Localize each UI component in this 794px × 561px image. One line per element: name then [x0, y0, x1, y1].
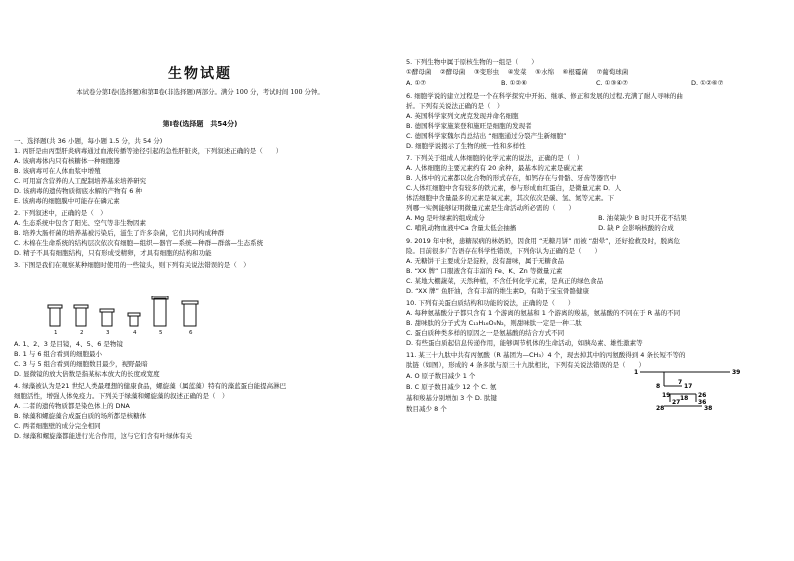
- q8-answer: B. 油菜缺少 B 时只开花不结果: [598, 214, 687, 222]
- right-line: 险。目前很多广告语存在科学性错误，下列你认为正确的是（ ）: [406, 247, 601, 255]
- left-line: 4. 绿藻被认为是21 世纪人类最理想的健康食品，螺旋藻（属蓝藻）特有的藻蓝蛋白能提高淋巴: [14, 382, 287, 390]
- left-line: A. 该病毒体内只有核糖体一种细胞器: [14, 157, 120, 165]
- left-line: C. 木棉在生命系统的结构层次依次有细胞—组织—器官—系统—种群—群落—生态系统: [14, 239, 264, 247]
- tube-label: 5: [159, 330, 163, 336]
- right-line: B. C 原子数目减少 12 个 C. 氨: [406, 383, 497, 391]
- q5-option: ⑥根霉菌: [562, 68, 588, 76]
- diagram-label: 8: [656, 383, 661, 390]
- tube-label: 2: [80, 330, 84, 336]
- lens-tubes-figure: [44, 296, 244, 336]
- left-line: A. 1、2、3 是目镜，4、5、6 是物镜: [14, 340, 123, 348]
- right-line: 折。下列有关说法正确的是（ ）: [406, 102, 504, 110]
- right-line: A. 每种氨基酸分子都只含有 1 个游离的氨基和 1 个游离的羧基，氨基酸的不同在于 R 基的不同: [406, 309, 681, 317]
- right-line: C. 德国科学家魏尔肖总结出 “细胞通过分裂产生新细胞”: [406, 132, 567, 140]
- q5-answer: B. ①②⑥: [501, 79, 528, 87]
- right-line: A. 英国科学家列文虎克发现并命名细胞: [406, 112, 519, 120]
- diagram-label: 27: [672, 399, 681, 406]
- left-line: 2. 下列叙述中，正确的是（ ）: [14, 209, 107, 217]
- q8-answer: D. 缺 P 会影响核酸的合成: [598, 224, 674, 232]
- right-line: C. 蛋白质种类多样的原因之一是氨基酸的结合方式不同: [406, 329, 565, 337]
- left-line: A. 生态系统中包含了阳光、空气等非生物因素: [14, 219, 146, 227]
- right-line: 11. 某三十九肽中共有丙氨酸（R 基团为—CH₃）4 个，现去掉其中的丙氨酸得到 4 条长短不等的: [406, 351, 686, 359]
- left-line: A. 二者的遗传物质都是染色体上的 DNA: [14, 402, 130, 410]
- q5-option: ⑤水绵: [535, 68, 554, 76]
- diagram-label: 26: [698, 392, 707, 399]
- right-line: 肽链（如图），形成的 4 条多肽与原三十九肽相比，下列有关说法错误的是（ ）: [406, 361, 646, 369]
- right-line: B. 人体中的元素都以化合物的形式存在，如钙存在与骨骼、牙齿等器官中: [406, 174, 617, 182]
- left-line: B. 1 与 6 组合看到的细胞最小: [14, 350, 103, 358]
- tube-label: 3: [106, 330, 110, 336]
- right-line: 6. 细胞学说的建立过程是一个在科学探究中开拓、继承、修正和发展的过程,充满了耐人寻味的曲: [406, 92, 683, 100]
- q5-option: ④发菜: [507, 68, 527, 76]
- left-line: 3. 下图是我们在观察某种细胞时使用的一些镜头，则下列有关说法错误的是（ ）: [14, 261, 250, 269]
- diagram-label: 17: [684, 383, 693, 390]
- right-line: 体活细胞中含量最多的元素是氧元素，其次依次是碳、氢、氮等元素。下: [406, 194, 614, 202]
- left-line: 一、选择题(共 36 小题，每小题 1.5 分，共 54 分): [14, 137, 163, 145]
- q8-answer: A. Mg 是叶绿素的组成成分: [406, 214, 485, 222]
- left-line: D. 显微镜的放大倍数是指某标本放大的长度或宽度: [14, 370, 160, 378]
- q8-answers-row1: [406, 214, 788, 222]
- diagram-label: 7: [678, 379, 683, 386]
- left-line: C. 可用富含营养的人工配制培养基来培养研究: [14, 177, 147, 185]
- right-line: B. 德国科学家施莱登和施旺是细胞的发现者: [406, 122, 532, 130]
- diagram-label: 38: [704, 405, 713, 412]
- right-line: D. 有些蛋白质起信息传递作用，能够调节机体的生命活动，如胰岛素、雄性激素等: [406, 339, 643, 347]
- diagram-label: 39: [732, 369, 741, 376]
- q5-answers: [406, 79, 786, 87]
- left-line: C. 两者细胞壁的成分完全相同: [14, 422, 101, 430]
- left-line: C. 3 与 5 组合看到的细胞数目最少，视野最暗: [14, 360, 148, 368]
- q5-answer: A. ①⑦: [406, 79, 427, 87]
- q5-option: ①酵母菌: [406, 68, 432, 76]
- left-line: B. 绿藻和螺旋藻合成蛋白质的场所都是核糖体: [14, 412, 147, 420]
- tube-label: 1: [54, 330, 58, 336]
- diagram-label: 36: [698, 399, 707, 406]
- right-line: 数目减少 8 个: [406, 405, 447, 413]
- section-heading: 第Ⅰ卷(选择题 共54分): [162, 120, 238, 128]
- right-line: D. “XX 牌” 鱼肝油，含有丰富的维生素D，有助于宝宝骨骼健康: [406, 287, 590, 295]
- right-line: 7. 下列关于组成人体细胞的化学元素的说法，正确的是（ ）: [406, 154, 584, 162]
- left-line: E. 该病毒的细胞膜中可能存在磷元素: [14, 197, 120, 205]
- right-line: C. 某地大棚蔬菜，天然种植，不含任何化学元素，是真正的绿色食品: [406, 277, 604, 285]
- left-line: B. 培养大肠杆菌的培养基被污染后，滋生了许多杂菌，它们共同构成种群: [14, 229, 225, 237]
- right-line: B. 甜味肽的分子式为 C₁₃H₁₆O₅N₂，则甜味肽一定是一种二肽: [406, 319, 582, 327]
- right-line: C.人体红细胞中含有较多的铁元素，参与形成血红蛋白，是微量元素 D．人: [406, 184, 622, 192]
- right-line: 基和羧基分别增加 3 个 D. 肽键: [406, 394, 497, 402]
- right-line: 5. 下列生物中属于原核生物的一组是（ ）: [406, 58, 538, 66]
- exam-intro: 本试卷分第Ⅰ卷(选择题)和第Ⅱ卷(非选择题)两部分。满分 100 分，考试时间 100 分钟。: [76, 88, 324, 96]
- tube-label: 6: [189, 330, 193, 336]
- right-line: 10. 下列有关蛋白质结构和功能的说法，正确的是（ ）: [406, 299, 575, 307]
- q5-options: [406, 68, 628, 76]
- q5-option: ⑦葡萄球菌: [596, 68, 629, 76]
- q8-answers-row2: [406, 224, 788, 232]
- right-line: A. O 原子数目减少 1 个: [406, 372, 476, 380]
- diagram-label: 28: [656, 405, 665, 412]
- peptide-chain-diagram: [634, 366, 784, 416]
- exam-title: 生物试题: [168, 66, 232, 82]
- tube-label: 4: [133, 330, 137, 336]
- right-line: A. 人体细胞的主要元素约有 20 余种，最基本的元素是碳元素: [406, 164, 583, 172]
- q5-option: ③变形虫: [473, 68, 500, 76]
- q5-option: ②酵母菌: [439, 68, 466, 76]
- q5-answer: D. ①②⑥⑦: [691, 79, 724, 87]
- right-line: 列哪一实例能够证明微量元素是生命活动所必需的（ ）: [406, 204, 575, 212]
- q8-answer: C. 哺乳动物血液中Ca 含量太低会抽搐: [406, 224, 517, 232]
- right-line: D. 细胞学说揭示了生物的统一性和多样性: [406, 142, 526, 150]
- left-line: D. 精子不具有细胞结构，只有形成受精卵，才具有细胞的结构和功能: [14, 249, 212, 257]
- diagram-label: 18: [680, 395, 689, 402]
- diagram-label: 1: [634, 369, 639, 376]
- left-line: 1. 丙肝是由丙型肝炎病毒通过血液传播等途径引起的急性肝脏炎，下列叙述正确的是（ ）: [14, 147, 283, 155]
- left-line: B. 该病毒可在人体血浆中增殖: [14, 167, 101, 175]
- left-line: D. 绿藻和螺旋藻都能进行光合作用，这与它们含有叶绿体有关: [14, 432, 193, 440]
- right-line: A. 无糖饼干主要成分是淀粉，没有甜味，属于无糖食品: [406, 257, 564, 265]
- right-line: B. “XX 牌” 口服液含有丰富的 Fe、K、Zn 等微量元素: [406, 267, 563, 275]
- left-line: D. 该病毒的遗传物质彻底水解的产物有 6 种: [14, 187, 142, 195]
- left-line: 细胞活性，增强人体免疫力。下列关于绿藻和螺旋藻的叙述正确的是（ ）: [14, 392, 229, 400]
- q5-answer: C. ①③④⑦: [596, 79, 628, 87]
- right-line: 9. 2019 年中秋，患糖尿病的林奶奶，因食用 “无糖月饼” 而被 “甜晕”，还好抢救及时，脱离危: [406, 237, 681, 245]
- diagram-label: 19: [662, 392, 671, 399]
